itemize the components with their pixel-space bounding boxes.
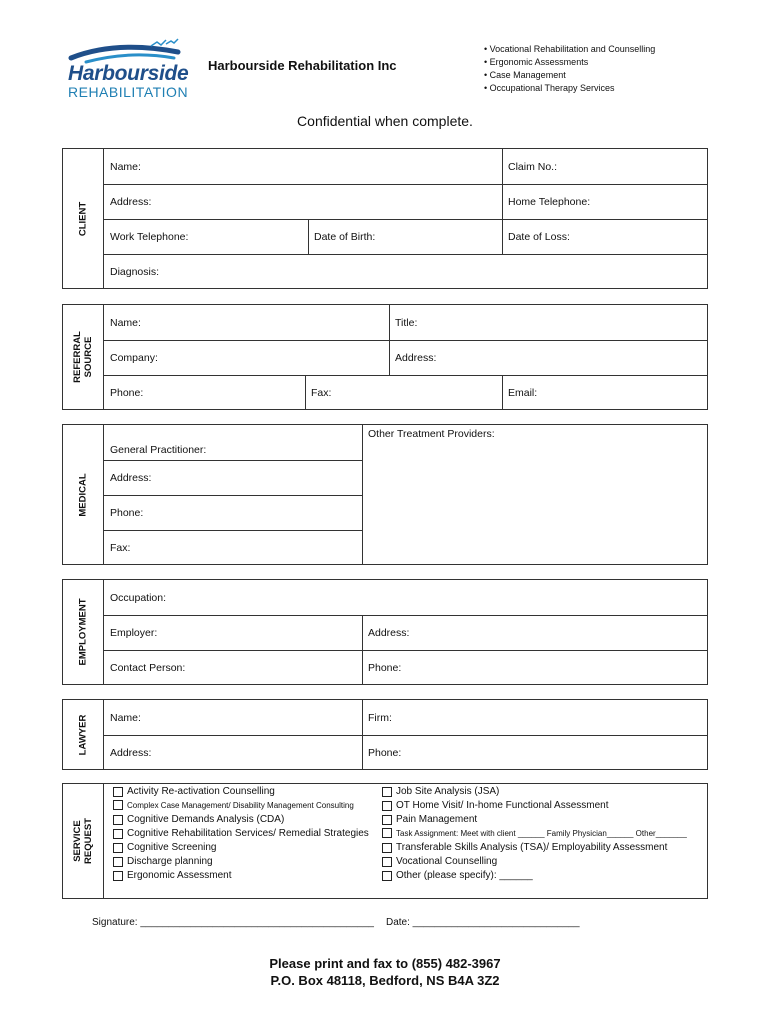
service-item: • Vocational Rehabilitation and Counselling — [484, 43, 655, 56]
service-item: • Case Management — [484, 69, 655, 82]
medical-section — [62, 424, 708, 565]
service-checkbox[interactable]: Cognitive Rehabilitation Services/ Remedial Strategies — [113, 828, 369, 839]
lawyer-section-label: LAWYER — [63, 700, 104, 769]
lawyer-firm-field[interactable]: Firm: — [368, 711, 392, 724]
confidential-notice: Confidential when complete. — [297, 113, 473, 129]
service-checkbox[interactable]: Other (please specify): ______ — [382, 870, 533, 881]
checkbox-icon[interactable] — [382, 843, 392, 853]
logo-text-secondary: REHABILITATION — [68, 84, 189, 100]
service-request-section-label: SERVICE REQUEST — [63, 784, 104, 898]
lawyer-phone-field[interactable]: Phone: — [368, 746, 402, 759]
date-of-loss-field[interactable]: Date of Loss: — [508, 230, 570, 243]
checkbox-icon[interactable] — [113, 800, 123, 810]
lawyer-section — [62, 699, 708, 770]
service-checkbox[interactable]: Job Site Analysis (JSA) — [382, 786, 499, 797]
work-telephone-field[interactable]: Work Telephone: — [110, 230, 189, 243]
checkbox-icon[interactable] — [113, 843, 123, 853]
client-name-field[interactable]: Name: — [110, 160, 141, 173]
referral-name-field[interactable]: Name: — [110, 316, 141, 329]
employer-address-field[interactable]: Address: — [368, 626, 410, 639]
service-checkbox[interactable]: Complex Case Management/ Disability Management Consulting — [113, 800, 354, 810]
service-checkbox[interactable]: Transferable Skills Analysis (TSA)/ Employability Assessment — [382, 842, 667, 853]
checkbox-icon[interactable] — [382, 787, 392, 797]
service-item: • Ergonomic Assessments — [484, 56, 655, 69]
employer-field[interactable]: Employer: — [110, 626, 158, 639]
checkbox-icon[interactable] — [113, 857, 123, 867]
client-section-label: CLIENT — [63, 149, 104, 288]
service-checkbox[interactable]: Task Assignment: Meet with client ______ Family Physician______ Other_______ — [382, 828, 687, 838]
company-name: Harbourside Rehabilitation Inc — [208, 58, 397, 73]
referral-address-field[interactable]: Address: — [395, 351, 437, 364]
checkbox-icon[interactable] — [382, 857, 392, 867]
services-list — [484, 43, 655, 95]
lawyer-address-field[interactable]: Address: — [110, 746, 152, 759]
service-checkbox[interactable]: Discharge planning — [113, 856, 213, 867]
fax-instruction: Please print and fax to (855) 482-3967 — [269, 956, 501, 971]
signature-field[interactable]: Signature: __________________________________________ — [92, 917, 374, 928]
lawyer-name-field[interactable]: Name: — [110, 711, 141, 724]
other-providers-field[interactable]: Other Treatment Providers: — [368, 428, 495, 440]
referral-company-field[interactable]: Company: — [110, 351, 158, 364]
service-request-section — [62, 783, 708, 899]
claim-number-field[interactable]: Claim No.: — [508, 160, 558, 173]
medical-section-label: MEDICAL — [63, 425, 104, 564]
employment-section-label: EMPLOYMENT — [63, 580, 104, 684]
diagnosis-field[interactable]: Diagnosis: — [110, 265, 160, 278]
date-of-birth-field[interactable]: Date of Birth: — [314, 230, 376, 243]
service-checkbox[interactable]: Pain Management — [382, 814, 477, 825]
checkbox-icon[interactable] — [382, 801, 392, 811]
referral-section-label: REFERRAL SOURCE — [63, 305, 104, 409]
checkbox-icon[interactable] — [113, 815, 123, 825]
referral-phone-field[interactable]: Phone: — [110, 386, 144, 399]
general-practitioner-field[interactable]: General Practitioner: — [110, 443, 207, 456]
logo-text-primary: Harbourside — [68, 62, 189, 85]
checkbox-icon[interactable] — [382, 815, 392, 825]
referral-section — [62, 304, 708, 410]
date-field[interactable]: Date: ______________________________ — [386, 917, 580, 928]
service-checkbox[interactable]: Cognitive Demands Analysis (CDA) — [113, 814, 284, 825]
employer-phone-field[interactable]: Phone: — [368, 661, 402, 674]
checkbox-icon[interactable] — [113, 871, 123, 881]
medical-address-field[interactable]: Address: — [110, 471, 152, 484]
service-checkbox[interactable]: Cognitive Screening — [113, 842, 217, 853]
service-item: • Occupational Therapy Services — [484, 82, 655, 95]
referral-fax-field[interactable]: Fax: — [311, 386, 332, 399]
home-telephone-field[interactable]: Home Telephone: — [508, 195, 591, 208]
employment-section — [62, 579, 708, 685]
medical-fax-field[interactable]: Fax: — [110, 541, 131, 554]
client-section — [62, 148, 708, 289]
referral-email-field[interactable]: Email: — [508, 386, 538, 399]
referral-title-field[interactable]: Title: — [395, 316, 418, 329]
service-checkbox[interactable]: Ergonomic Assessment — [113, 870, 232, 881]
contact-person-field[interactable]: Contact Person: — [110, 661, 186, 674]
mailing-address: P.O. Box 48118, Bedford, NS B4A 3Z2 — [270, 973, 500, 988]
service-checkbox[interactable]: Activity Re-activation Counselling — [113, 786, 275, 797]
checkbox-icon[interactable] — [113, 787, 123, 797]
service-checkbox[interactable]: Vocational Counselling — [382, 856, 497, 867]
checkbox-icon[interactable] — [382, 871, 392, 881]
medical-phone-field[interactable]: Phone: — [110, 506, 144, 519]
service-checkbox[interactable]: OT Home Visit/ In-home Functional Assessment — [382, 800, 609, 811]
occupation-field[interactable]: Occupation: — [110, 591, 167, 604]
checkbox-icon[interactable] — [382, 828, 392, 838]
company-logo — [66, 38, 196, 102]
client-address-field[interactable]: Address: — [110, 195, 152, 208]
checkbox-icon[interactable] — [113, 829, 123, 839]
